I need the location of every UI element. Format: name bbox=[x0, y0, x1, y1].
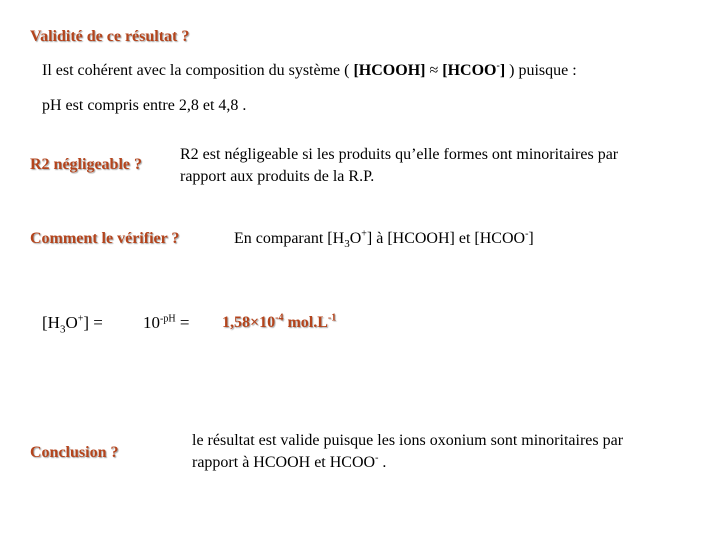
lhs-o: O bbox=[65, 313, 78, 332]
verify-label: Comment le vérifier ? bbox=[30, 230, 180, 247]
comparison-middle: ] à [HCOOH] et [HCOO bbox=[366, 230, 526, 247]
conclusion-minus: - bbox=[375, 452, 379, 464]
times-symbol: × bbox=[250, 314, 260, 331]
ph-exponent: -pH bbox=[160, 313, 176, 325]
r2-label: R2 négligeable ? bbox=[30, 156, 142, 173]
coherence-suffix: ) puisque : bbox=[505, 62, 577, 79]
conclusion-text bbox=[192, 430, 623, 474]
coherence-sentence bbox=[42, 60, 577, 82]
conclusion-line2-suffix: . bbox=[378, 454, 387, 471]
conclusion-line2 bbox=[192, 452, 623, 474]
hcooh-concentration: [HCOOH] bbox=[353, 62, 426, 79]
coherence-prefix: Il est cohérent avec la composition du système ( bbox=[42, 62, 354, 79]
comparison-close: ] bbox=[528, 230, 534, 247]
conclusion-line1: le résultat est valide puisque les ions oxonium sont minoritaires par bbox=[192, 432, 624, 449]
ten-base: 10 bbox=[143, 313, 160, 332]
comparison-o: O bbox=[349, 230, 362, 247]
conclusion-label: Conclusion ? bbox=[30, 444, 119, 461]
result-unit-exponent: -1 bbox=[327, 312, 337, 324]
hcoo-species: [HCOO bbox=[442, 62, 497, 79]
lhs-close: ] = bbox=[83, 313, 103, 332]
equals-sign: = bbox=[175, 313, 190, 332]
result-mantissa: 1,58 bbox=[222, 314, 250, 331]
hcoo-bracket: ] bbox=[499, 62, 506, 79]
comparison-sentence bbox=[234, 228, 534, 250]
comparison-h3-subscript: 3 bbox=[344, 238, 350, 251]
result-ten: 10 bbox=[259, 314, 276, 331]
lhs-open: [H bbox=[42, 313, 60, 332]
lhs-subscript: 3 bbox=[59, 323, 66, 336]
comparison-prefix: En comparant [H bbox=[234, 230, 345, 247]
comparison-plus: + bbox=[361, 228, 367, 240]
hcoo-concentration bbox=[442, 62, 505, 79]
result-unit: mol.L bbox=[283, 314, 328, 331]
lhs-plus: + bbox=[77, 313, 84, 325]
r2-explanation-line1: R2 est négligeable si les produits qu’elle formes ont minoritaires par bbox=[180, 146, 619, 163]
r2-explanation-line2: rapport aux produits de la R.P. bbox=[180, 168, 375, 185]
hcoo-charge: - bbox=[496, 60, 500, 72]
ten-power-ph bbox=[143, 312, 189, 334]
oxonium-lhs bbox=[42, 312, 103, 334]
comparison-minus: - bbox=[525, 228, 529, 240]
approx-symbol: ≈ bbox=[429, 62, 439, 79]
oxonium-result bbox=[222, 312, 336, 334]
result-exponent: -4 bbox=[275, 312, 284, 324]
r2-explanation bbox=[180, 144, 618, 188]
section-title-validite: Validité de ce résultat ? bbox=[30, 28, 190, 45]
ph-range-sentence: pH est compris entre 2,8 et 4,8 . bbox=[42, 97, 247, 114]
conclusion-line2-prefix: rapport à HCOOH et HCOO bbox=[192, 454, 376, 471]
